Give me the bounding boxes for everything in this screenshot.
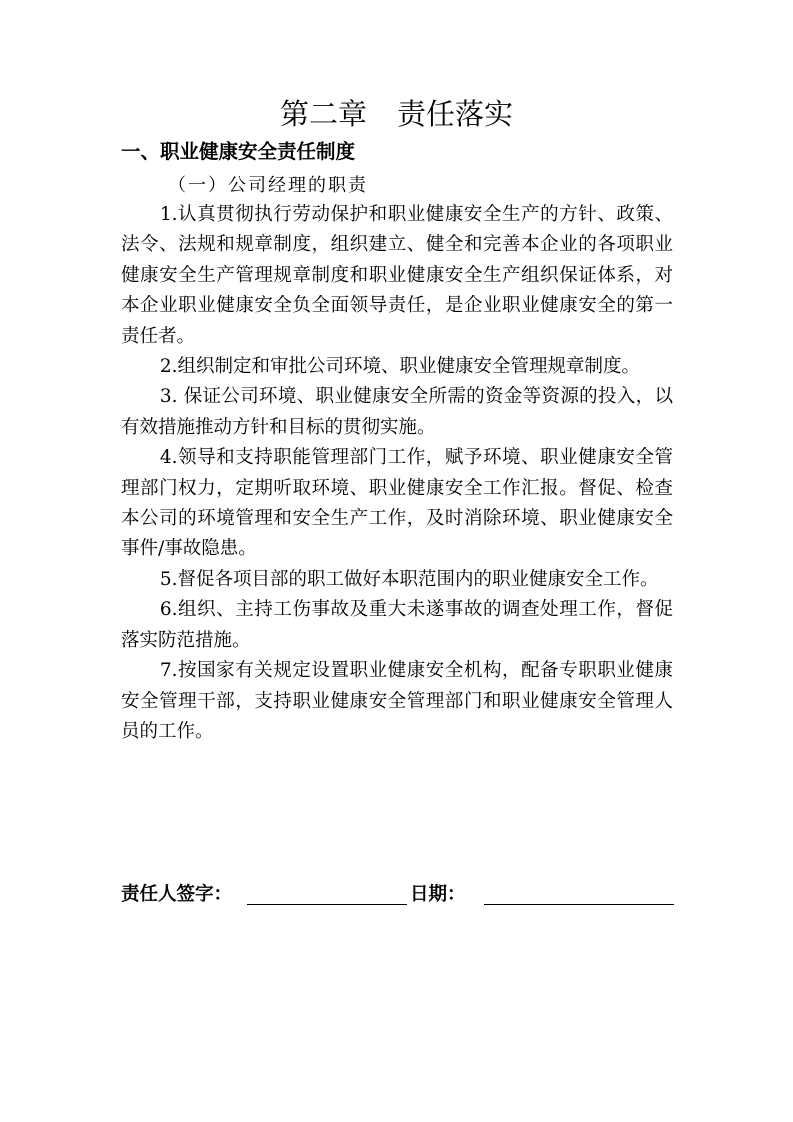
- chapter-title: [0, 94, 793, 134]
- signer-label: 责任人签字：: [121, 884, 233, 905]
- date-blank-line[interactable]: [484, 904, 674, 905]
- signer-blank-line[interactable]: [247, 904, 407, 905]
- section-heading: 一、职业健康安全责任制度: [121, 140, 356, 163]
- duty-paragraph-6: 6.组织、主持工伤事故及重大未遂事故的调查处理工作，督促落实防范措施。: [121, 599, 673, 651]
- subsection-heading: （一）公司经理的职责: [168, 175, 368, 196]
- duty-paragraph-7: 7.按国家有关规定设置职业健康安全机构，配备专职职业健康安全管理干部，支持职业健康安全管理部门和职业健康安全管理人员的工作。: [121, 660, 673, 742]
- chapter-name: 责任落实: [397, 97, 514, 131]
- signature-block: [121, 880, 681, 910]
- chapter-number: 第二章: [279, 97, 367, 131]
- duty-paragraph-5: 5.督促各项目部的职工做好本职范围内的职业健康安全工作。: [159, 568, 659, 590]
- duty-paragraph-1: 1.认真贯彻执行劳动保护和职业健康安全生产的方针、政策、法令、法规和规章制度，组织建立、健全和完善本企业的各项职业健康安全生产管理规章制度和职业健康安全生产组织保证体系，对本企业职业健康安全负全面领导责任，是企业职业健康安全的第一责任者。: [121, 204, 673, 347]
- duty-paragraph-2: 2.组织制定和审批公司环境、职业健康安全管理规章制度。: [159, 356, 640, 378]
- duty-paragraph-3: 3. 保证公司环境、职业健康安全所需的资金等资源的投入，以有效措施推动方针和目标的贯彻实施。: [121, 386, 673, 438]
- duty-list: [121, 200, 673, 747]
- date-label: 日期：: [410, 884, 466, 905]
- duty-paragraph-4: 4.领导和支持职能管理部门工作，赋予环境、职业健康安全管理部门权力，定期听取环境、职业健康安全工作汇报。督促、检查本公司的环境管理和安全生产工作，及时消除环境、职业健康安全事件/事故隐患。: [121, 447, 673, 560]
